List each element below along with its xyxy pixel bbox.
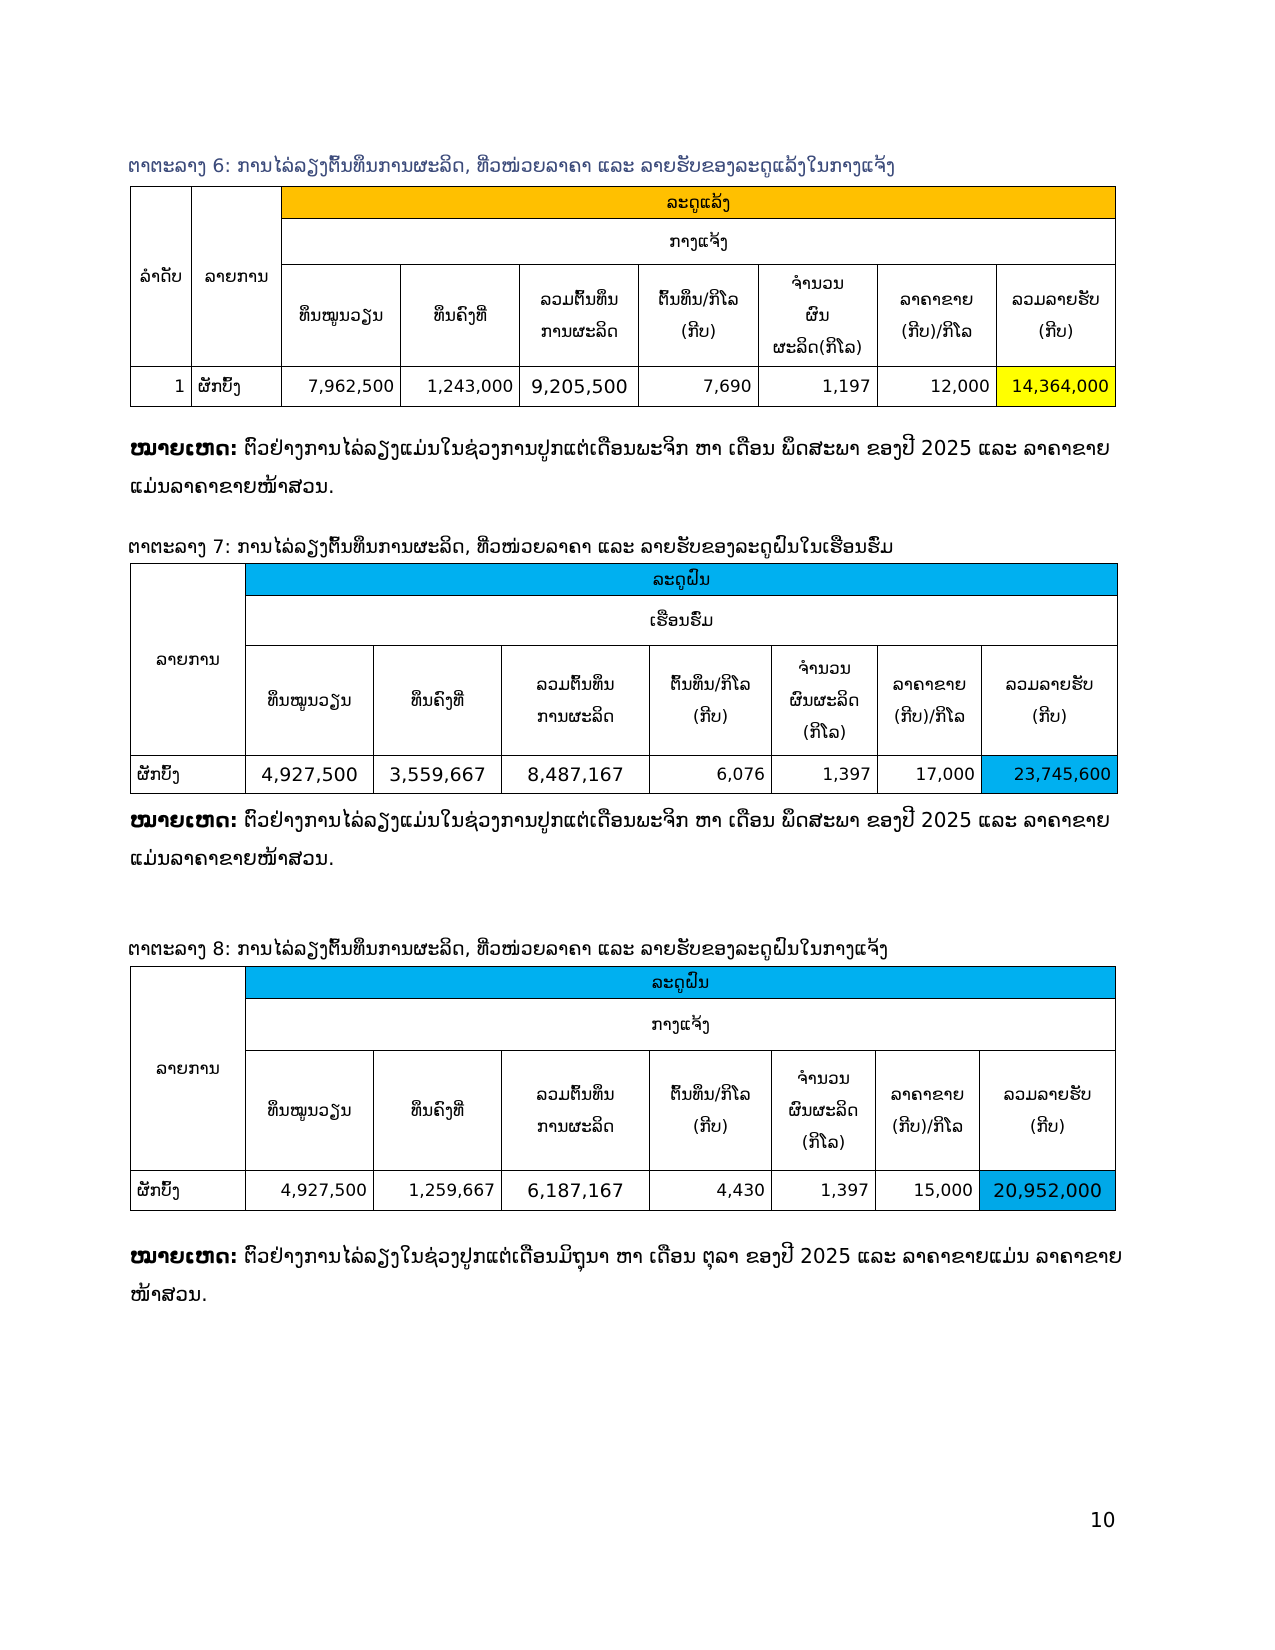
header-fixed-capital: ທຶນຄົງທີ່ [374,646,502,756]
table6-caption: ຕາຕະລາງ 6: ການໄລ່ລຽງຕົ້ນທຶນການຜະລິດ, ທີ່ວໜ່ວຍລາຄາ ແລະ ລາຍຮັບຂອງລະດູແລ້ງໃນກາງແຈ້ງ [128,155,895,177]
header-fixed-capital: ທຶນຄົງທີ່ [374,1051,502,1171]
header-working-capital: ທຶນໝູນວຽນ [246,1051,374,1171]
cell-cost-per-kg: 7,690 [639,367,758,407]
table6 [130,186,1116,407]
header-revenue: ລວມລາຍຮັບ (ກີບ) [980,1051,1116,1171]
table-row [131,756,1118,794]
table8 [130,966,1116,1211]
header-price: ລາຄາຂາຍ (ກີບ)/ກິໂລ [877,265,996,367]
cell-yield: 1,397 [772,756,878,794]
header-total-cost: ລວມຕົ້ນທຶນ ການຜະລິດ [502,1051,650,1171]
season-header: ລະດູຝົນ [246,967,1116,999]
cell-revenue: 14,364,000 [996,367,1115,407]
table-row [131,1171,1116,1211]
note-text: ຕົວຢ່າງການໄລ່ລຽງໃນຊ່ວງປູກແຕ່ເດືອນມິຖຸນາ ຫາ ເດືອນ ຕຸລາ ຂອງປີ 2025 ແລະ ລາຄາຂາຍແມ່ນ ລາຄາຂາຍໜ້າສວນ. [130,1244,1123,1306]
header-total-cost: ລວມຕົ້ນທຶນ ການຜະລິດ [502,646,650,756]
location-header: ເຮືອນຮົ່ມ [246,596,1118,646]
note-label: ໝາຍເຫດ: [130,1244,238,1268]
location-header: ກາງແຈ້ງ [246,999,1116,1051]
row-item: ຜັກບົ້ງ [131,1171,246,1211]
header-price: ລາຄາຂາຍ (ກີບ)/ກິໂລ [876,1051,980,1171]
header-yield: ຈໍານວນ ຜົນຜະລິດ (ກິໂລ) [772,646,878,756]
header-revenue: ລວມລາຍຮັບ (ກີບ) [982,646,1118,756]
location-header: ກາງແຈ້ງ [282,219,1116,265]
cell-fixed-capital: 3,559,667 [374,756,502,794]
cell-total-cost: 8,487,167 [502,756,650,794]
header-cost-per-kg: ຕົ້ນທຶນ/ກິໂລ (ກີບ) [650,646,772,756]
header-working-capital: ທຶນໝູນວຽນ [282,265,401,367]
col-order-header: ລໍາດັບ [131,187,192,367]
header-cost-per-kg: ຕົ້ນທຶນ/ກິໂລ (ກີບ) [650,1051,772,1171]
col-item-header: ລາຍການ [192,187,282,367]
page-number: 10 [1090,1508,1116,1532]
cell-cost-per-kg: 4,430 [650,1171,772,1211]
row-item: ຜັກບົ້ງ [131,756,246,794]
table8-caption: ຕາຕະລາງ 8: ການໄລ່ລຽງຕົ້ນທຶນການຜະລິດ, ທີ່ວໜ່ວຍລາຄາ ແລະ ລາຍຮັບຂອງລະດູຝົນໃນກາງແຈ້ງ [128,938,889,960]
col-item-header: ລາຍການ [131,564,246,756]
cell-total-cost: 9,205,500 [520,367,639,407]
cell-cost-per-kg: 6,076 [650,756,772,794]
row-order: 1 [131,367,192,407]
cell-price: 12,000 [877,367,996,407]
note3 [130,1237,1130,1313]
table7 [130,563,1118,794]
header-price: ລາຄາຂາຍ (ກີບ)/ກິໂລ [878,646,982,756]
cell-price: 15,000 [876,1171,980,1211]
note2 [130,801,1130,877]
cell-working-capital: 4,927,500 [246,756,374,794]
cell-yield: 1,197 [758,367,877,407]
header-revenue: ລວມລາຍຮັບ (ກີບ) [996,265,1115,367]
cell-price: 17,000 [878,756,982,794]
table7-caption: ຕາຕະລາງ 7: ການໄລ່ລຽງຕົ້ນທຶນການຜະລິດ, ທີ່ວໜ່ວຍລາຄາ ແລະ ລາຍຮັບຂອງລະດູຝົນໃນເຮືອນຮົ່ມ [128,536,894,558]
table-row [131,367,1116,407]
row-item: ຜັກບົ້ງ [192,367,282,407]
note1 [130,429,1130,505]
cell-total-cost: 6,187,167 [502,1171,650,1211]
note-text: ຕົວຢ່າງການໄລ່ລຽງແມ່ນໃນຊ່ວງການປູກແຕ່ເດືອນພະຈິກ ຫາ ເດືອນ ພຶດສະພາ ຂອງປີ 2025 ແລະ ລາຄາຂາຍແມ່ນລາຄາຂາຍໜ້າສວນ. [130,808,1110,870]
cell-fixed-capital: 1,243,000 [401,367,520,407]
header-yield: ຈໍານວນ ຜົນຜະລິດ(ກິໂລ) [758,265,877,367]
header-working-capital: ທຶນໝູນວຽນ [246,646,374,756]
header-cost-per-kg: ຕົ້ນທຶນ/ກິໂລ (ກີບ) [639,265,758,367]
cell-fixed-capital: 1,259,667 [374,1171,502,1211]
note-text: ຕົວຢ່າງການໄລ່ລຽງແມ່ນໃນຊ່ວງການປູກແຕ່ເດືອນພະຈິກ ຫາ ເດືອນ ພຶດສະພາ ຂອງປີ 2025 ແລະ ລາຄາຂາຍແມ່ນລາຄາຂາຍໜ້າສວນ. [130,436,1110,498]
cell-revenue: 20,952,000 [980,1171,1116,1211]
cell-working-capital: 4,927,500 [246,1171,374,1211]
cell-revenue: 23,745,600 [982,756,1118,794]
col-item-header: ລາຍການ [131,967,246,1171]
header-yield: ຈໍານວນ ຜົນຜະລິດ (ກິໂລ) [772,1051,876,1171]
note-label: ໝາຍເຫດ: [130,436,238,460]
note-label: ໝາຍເຫດ: [130,808,238,832]
header-fixed-capital: ທຶນຄົງທີ່ [401,265,520,367]
cell-yield: 1,397 [772,1171,876,1211]
cell-working-capital: 7,962,500 [282,367,401,407]
season-header: ລະດູແລ້ງ [282,187,1116,219]
header-total-cost: ລວມຕົ້ນທຶນ ການຜະລິດ [520,265,639,367]
season-header: ລະດູຝົນ [246,564,1118,596]
